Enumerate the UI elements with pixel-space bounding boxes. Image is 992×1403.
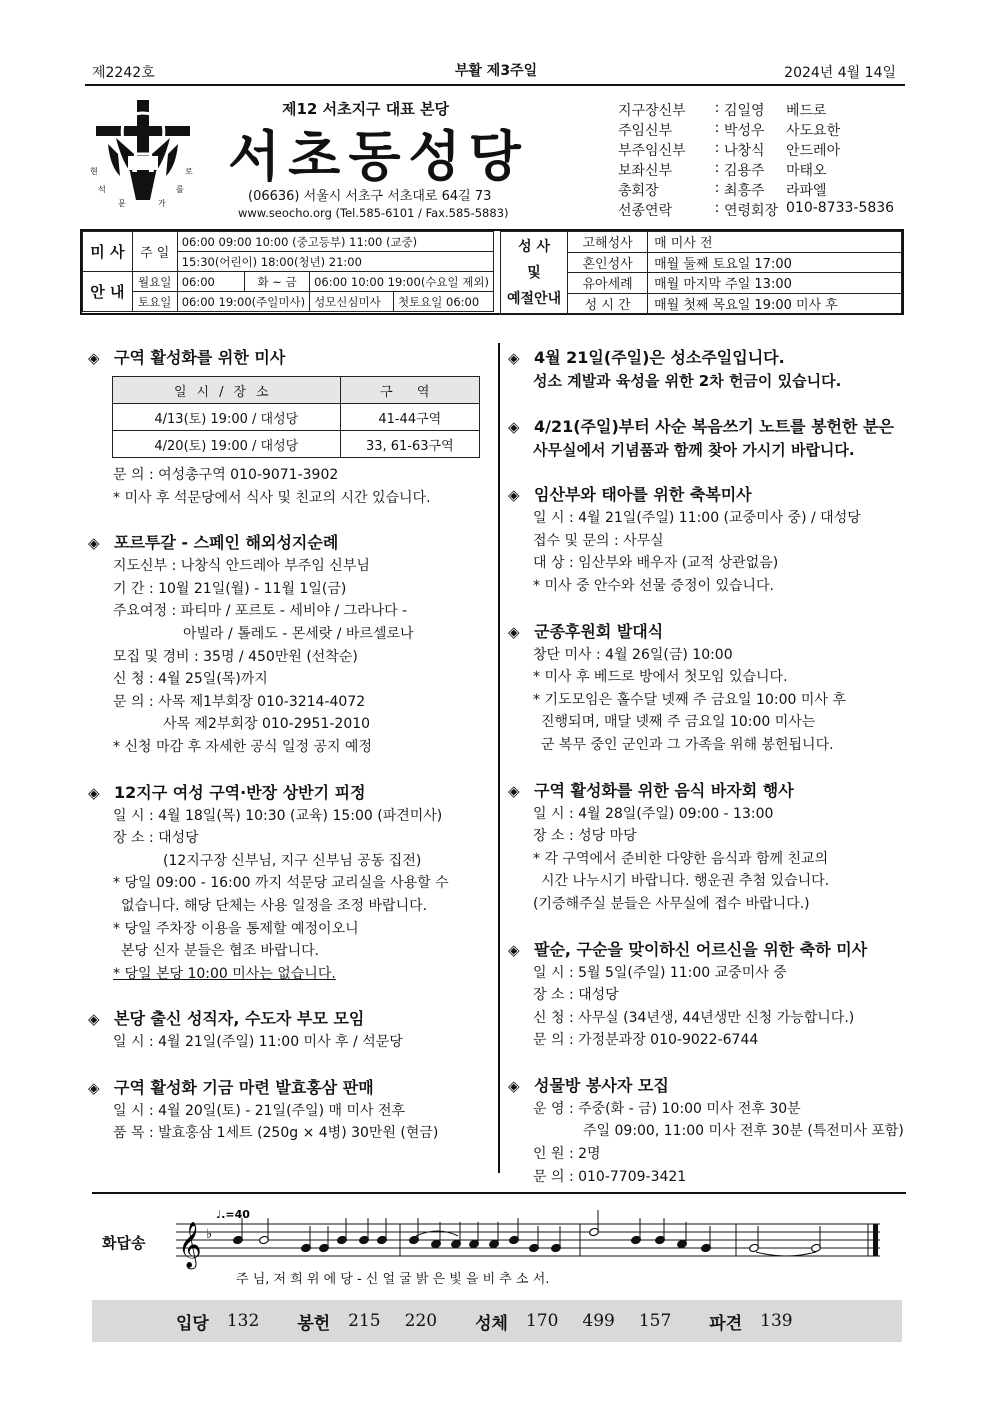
- staff-baptismal: 마태오: [786, 163, 827, 179]
- monday-time: 06:00: [177, 272, 244, 292]
- left-column: [88, 346, 488, 1167]
- article-line: 주요여정 : 파티마 / 포르토 - 세비야 / 그라나다 -: [113, 603, 408, 620]
- psalm-label: 화답송: [102, 1234, 146, 1252]
- article-title: 군종후원회 발대식: [534, 621, 664, 641]
- issue-number: 제2242호: [92, 65, 155, 81]
- article-title: 구역 활성화 기금 마련 발효홍삼 판매: [114, 1077, 374, 1097]
- logo-char: 가: [158, 199, 166, 208]
- article-line: 문 의 : 사목 제1부회장 010-3214-4072: [113, 693, 366, 710]
- article-line: 장 소 : 성당 마당: [533, 828, 637, 845]
- top-divider: [85, 84, 905, 86]
- saturday-marian: 성모신심미사: [310, 292, 394, 312]
- article-note: * 미사 중 안수와 선물 증정이 있습니다.: [533, 577, 775, 594]
- staff-name: 박성우: [724, 123, 765, 139]
- hymn-bar: [92, 1300, 902, 1342]
- bottom-divider: [92, 1192, 906, 1194]
- sacraments-header: 성 사 및 예절안내: [501, 232, 568, 314]
- weekday-times: 06:00 10:00 19:00(수요일 제외): [310, 272, 494, 292]
- hymn-number: 132: [226, 1311, 260, 1331]
- saturday-label: 토요일: [132, 292, 177, 312]
- diamond-bullet-icon: ◈: [88, 1078, 100, 1097]
- staff-list: [618, 100, 908, 220]
- sacrament-detail: 매월 둘째 토요일 17:00: [648, 252, 902, 273]
- article-line: 일 시 : 4월 21일(주일) 11:00 (교중미사 중) / 대성당: [533, 510, 861, 527]
- article-note: * 당일 주차장 이용을 통제할 예정이오니: [113, 920, 359, 937]
- hymn-number: 139: [760, 1311, 793, 1331]
- article-pilgrimage: [88, 531, 488, 758]
- sunday-label: 주 일: [132, 232, 177, 272]
- notes: [233, 1210, 822, 1253]
- staff-row: 선종연락 : 연령회장 010-8733-5836: [618, 200, 908, 220]
- cross-horizontal: [96, 126, 190, 136]
- article-line: 문 의 : 010-7709-3421: [533, 1168, 687, 1185]
- article-note: 본당 신자 분들은 협조 바랍니다.: [121, 943, 320, 960]
- issue-date: 2024년 4월 14일: [784, 65, 896, 81]
- article-note: 군 복무 중인 군인과 그 가족을 위해 봉헌됩니다.: [541, 736, 834, 753]
- staff-name: 나창식: [724, 143, 765, 159]
- staff-baptismal: 안드레아: [786, 143, 841, 159]
- article-line: 기 간 : 10월 21일(월) - 11월 1일(금): [113, 580, 347, 597]
- article-pregnancy-mass: [508, 483, 908, 597]
- sacrament-category: 유아세례: [568, 273, 648, 294]
- column-divider: [498, 343, 500, 1173]
- sacraments-table: [500, 231, 902, 314]
- treble-clef-icon: 𝄞: [178, 1222, 202, 1268]
- article-line: 대 상 : 임산부와 배우자 (교적 상관없음): [533, 555, 779, 572]
- church-logo: [88, 96, 198, 216]
- mass-header-2: 안 내: [83, 272, 133, 312]
- table-row: 4/20(토) 19:00 / 대성당 33, 61-63구역: [113, 431, 480, 458]
- staff-row: 부주임신부 : 나창식 안드레아: [618, 140, 908, 160]
- article-line: 일 시 : 5월 5일(주일) 11:00 교중미사 중: [533, 964, 787, 981]
- staff-role: 보좌신부: [618, 163, 673, 179]
- hymn-number: 157: [638, 1311, 672, 1331]
- monday-label: 월요일: [132, 272, 177, 292]
- sacrament-detail: 매 미사 전: [648, 232, 902, 253]
- diamond-bullet-icon: ◈: [88, 1010, 100, 1029]
- article-food-bazaar: [508, 779, 908, 916]
- staff-name: 연령회장: [724, 203, 779, 219]
- sunday-times-1: 06:00 09:00 10:00 (중고등부) 11:00 (교중): [177, 232, 493, 252]
- article-title: 팔순, 구순을 맞이하신 어르신을 위한 축하 미사: [534, 939, 868, 959]
- article-line: 품 목 : 발효홍삼 1세트 (250g × 4병) 30만원 (현금): [113, 1125, 439, 1142]
- mass-header: 미 사: [83, 232, 133, 272]
- staff-row: 보좌신부 : 김용주 마태오: [618, 160, 908, 180]
- diamond-bullet-icon: ◈: [508, 781, 520, 800]
- hymn-number: 215: [348, 1311, 381, 1331]
- sacrament-detail: 매월 첫째 목요일 19:00 미사 후: [648, 293, 902, 314]
- article-line: 주일 09:00, 11:00 미사 전후 30분 (특전미사 포함): [583, 1123, 904, 1140]
- article-note: * 미사 후 석문당에서 식사 및 친교의 시간 있습니다.: [113, 489, 431, 506]
- article-title: 4월 21일(주일)은 성소주일입니다.: [534, 348, 785, 367]
- article-military-support: [508, 620, 908, 757]
- sunday-times-2: 15:30(어린이) 18:00(청년) 21:00: [177, 252, 493, 272]
- staff-name: 최흥주: [724, 183, 765, 199]
- church-name: 서초동성당: [228, 125, 529, 188]
- article-line: 사무실에서 기념품과 함께 찾아 가시기 바랍니다.: [533, 440, 855, 459]
- tempo-marking: ♩.=40: [216, 1208, 250, 1221]
- sacrament-category: 성 시 간: [568, 293, 648, 314]
- article-title: 성물방 봉사자 모집: [534, 1075, 669, 1095]
- hymn-number: 499: [582, 1311, 615, 1331]
- article-title: 임산부와 태아를 위한 축복미사: [534, 485, 752, 505]
- article-title: 포르투갈 - 스페인 해외성지순례: [114, 533, 339, 553]
- article-line: (12지구장 신부님, 지구 신부님 공동 집전): [163, 852, 422, 869]
- article-line: 모집 및 경비 : 35명 / 450만원 (선착순): [113, 648, 358, 665]
- logo-char: 를: [176, 185, 184, 194]
- article-note: 시간 나누시기 바랍니다. 행운권 추첨 있습니다.: [541, 873, 830, 890]
- article-line: 창단 미사 : 4월 26일(금) 10:00: [533, 646, 733, 663]
- staff-role: 선종연락: [618, 203, 673, 219]
- staff-baptismal: 라파엘: [786, 183, 827, 199]
- article-line: 신 청 : 4월 25일(목)까지: [113, 671, 268, 688]
- staff-row: 총회장 : 최흥주 라파엘: [618, 180, 908, 200]
- weekday-label: 화 ~ 금: [245, 272, 310, 292]
- article-note: (기증해주실 분들은 사무실에 접수 바랍니다.): [533, 895, 810, 912]
- article-shop-volunteers: [508, 1074, 908, 1188]
- table-header: 일시/장소: [113, 377, 341, 404]
- article-gospel-notes: [508, 415, 908, 462]
- article-district-mass: [88, 346, 488, 509]
- article-line: 접수 및 문의 : 사무실: [533, 532, 664, 549]
- dismissal-label: 파견: [709, 1313, 743, 1334]
- article-line: 장 소 : 대성당: [113, 830, 199, 847]
- article-note: * 각 구역에서 준비한 다양한 음식과 함께 친교의: [533, 850, 829, 867]
- article-line: 일 시 : 4월 20일(토) - 21일(주일) 매 미사 전후: [113, 1102, 406, 1119]
- staff-baptismal: 베드로: [786, 103, 827, 119]
- logo-char: 문: [118, 199, 126, 208]
- logo-char: 현: [90, 167, 98, 176]
- staff-baptismal: 사도요한: [786, 123, 841, 139]
- staff-row: 주임신부 : 박성우 사도요한: [618, 120, 908, 140]
- article-line: 아빌라 / 톨레도 - 몬세랏 / 바르셀로나: [183, 625, 414, 642]
- article-title: 구역 활성화를 위한 음식 바자회 행사: [534, 780, 794, 800]
- diamond-bullet-icon: ◈: [508, 1076, 520, 1095]
- liturgical-week: 부활 제3주일: [454, 63, 538, 79]
- article-line: 사목 제2부회장 010-2951-2010: [163, 716, 371, 733]
- mass-schedule-table: [82, 231, 494, 312]
- sacrament-detail: 매월 마지막 주일 13:00: [648, 273, 902, 294]
- logo-char: 석: [98, 185, 106, 194]
- article-line: 운 영 : 주중(화 - 금) 10:00 미사 전후 30분: [533, 1100, 801, 1117]
- communion-label: 성체: [475, 1313, 508, 1334]
- psalm-lyrics: 주 님, 저 희 위 에 당 - 신 얼 굴 밝 은 빛 을 비 추 소 서.: [236, 1272, 550, 1287]
- staff-name: 김용주: [724, 163, 765, 179]
- article-line: 문 의 : 여성총구역 010-9071-3902: [113, 467, 339, 483]
- right-column: [508, 346, 908, 1210]
- article-note: 진행되며, 매달 넷째 주 금요일 10:00 미사는: [541, 714, 816, 731]
- article-retreat: [88, 781, 488, 986]
- logo-char: 로: [185, 167, 193, 176]
- article-line: 일 시 : 4월 21일(주일) 11:00 미사 후 / 석문당: [113, 1034, 403, 1051]
- sacrament-category: 고해성사: [568, 232, 648, 253]
- article-parents-meeting: [88, 1007, 488, 1054]
- article-note: * 당일 09:00 - 16:00 까지 석문당 교리실을 사용할 수: [113, 875, 449, 892]
- hymn-number: 220: [404, 1311, 438, 1331]
- staff-role: 지구장신부: [618, 103, 686, 119]
- diamond-bullet-icon: ◈: [88, 783, 100, 802]
- offertory-label: 봉헌: [297, 1313, 331, 1334]
- article-line: 지도신부 : 나창식 안드레아 부주임 신부님: [113, 558, 370, 575]
- staff-role: 총회장: [618, 183, 659, 199]
- table-header: 구 역: [340, 377, 479, 404]
- table-row: 4/13(토) 19:00 / 대성당 41-44구역: [113, 404, 480, 431]
- article-note: * 기도모임은 홀수달 넷째 주 금요일 10:00 미사 후: [533, 691, 846, 708]
- deanery-subtitle: 제12 서초지구 대표 본당: [282, 100, 449, 118]
- staff-role: 부주임신부: [618, 143, 686, 159]
- sacrament-category: 혼인성사: [568, 252, 648, 273]
- article-red-ginseng: [88, 1076, 488, 1145]
- article-note: * 당일 본당 10:00 미사는 없습니다.: [113, 965, 336, 982]
- diamond-bullet-icon: ◈: [88, 534, 100, 553]
- article-vocation-sunday: [508, 346, 908, 393]
- church-address: (06636) 서울시 서초구 서초대로 64길 73: [248, 189, 492, 204]
- article-line: 문 의 : 가정분과장 010-9022-6744: [533, 1032, 759, 1049]
- article-line: 인 원 : 2명: [533, 1146, 601, 1163]
- diamond-bullet-icon: ◈: [508, 940, 520, 959]
- flat-icon: ♭: [206, 1227, 213, 1242]
- article-line: 장 소 : 대성당: [533, 987, 619, 1004]
- church-contact: www.seocho.org (Tel.585-6101 / Fax.585-5883): [238, 206, 509, 220]
- diamond-bullet-icon: ◈: [508, 622, 520, 641]
- staff-name: 김일영: [724, 103, 765, 119]
- diamond-bullet-icon: ◈: [508, 417, 520, 436]
- saturday-times: 06:00 19:00(주일미사): [177, 292, 309, 312]
- district-mass-table: [112, 376, 480, 458]
- diamond-bullet-icon: ◈: [508, 486, 520, 505]
- article-title: 본당 출신 성직자, 수도자 부모 모임: [114, 1009, 365, 1029]
- article-title: 4/21(주일)부터 사순 복음쓰기 노트를 봉헌한 분은: [534, 416, 894, 436]
- article-title: 구역 활성화를 위한 미사: [114, 348, 286, 367]
- diamond-bullet-icon: ◈: [88, 349, 100, 367]
- entrance-label: 입당: [176, 1313, 209, 1334]
- hymn-number: 170: [525, 1311, 559, 1331]
- saturday-first: 첫토요일 06:00: [393, 292, 493, 312]
- staff-row: 지구장신부 : 김일영 베드로: [618, 100, 908, 120]
- article-note: * 신청 마감 후 자세한 공식 일정 공지 예정: [113, 738, 372, 755]
- article-line: 신 청 : 사무실 (34년생, 44년생만 신청 가능합니다.): [533, 1009, 855, 1026]
- article-title: 12지구 여성 구역·반장 상반기 피정: [114, 782, 366, 802]
- staff-baptismal: 010-8733-5836: [786, 200, 895, 216]
- article-line: 성소 계발과 육성을 위한 2차 헌금이 있습니다.: [533, 372, 842, 390]
- diamond-bullet-icon: ◈: [508, 349, 520, 367]
- article-note: 없습니다. 해당 단체는 사용 일정을 조정 바랍니다.: [121, 897, 428, 914]
- staff-role: 주임신부: [618, 123, 673, 139]
- article-elder-mass: [508, 938, 908, 1052]
- article-note: * 미사 후 베드로 방에서 첫모임 있습니다.: [533, 669, 788, 686]
- article-line: 일 시 : 4월 28일(주일) 09:00 - 13:00: [533, 805, 774, 822]
- article-line: 일 시 : 4월 18일(목) 10:30 (교육) 15:00 (파견미사): [113, 807, 443, 824]
